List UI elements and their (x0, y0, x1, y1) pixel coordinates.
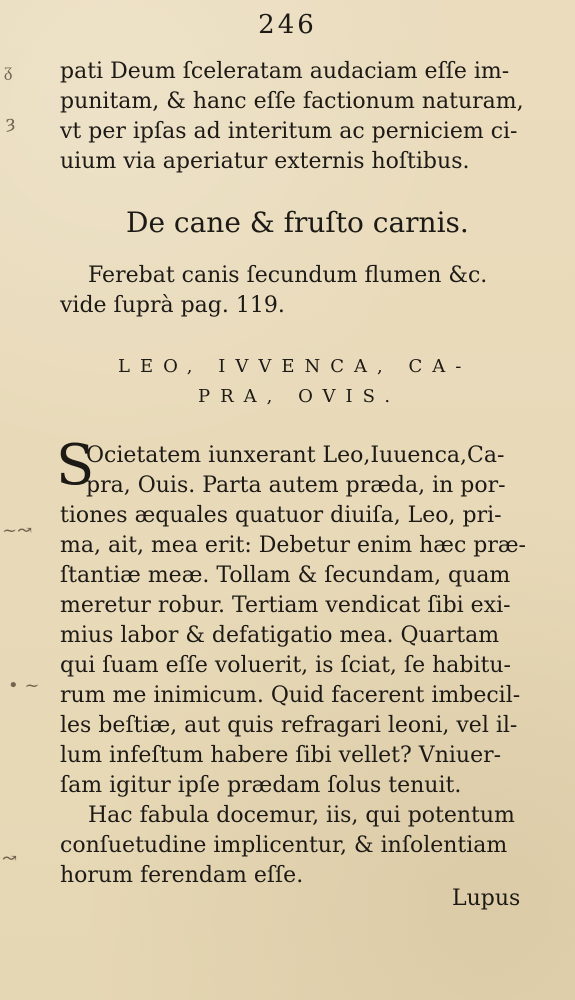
page-number: 246 (258, 10, 317, 40)
text-line: ſtantiæ meæ. Tollam & ſecundam, quam (60, 563, 511, 588)
text-line: vide ſuprà pag. 119. (60, 293, 285, 318)
text-line: pati Deum ſceleratam audaciam eſſe im- (60, 59, 510, 84)
margin-note-icon: • ~ (8, 675, 40, 696)
drop-cap: S (56, 433, 95, 498)
text-line: Hac fabula docemur, iis, qui potentum (88, 803, 515, 828)
text-line: vt per ipſas ad interitum ac perniciem ci- (60, 119, 518, 144)
text-line: Ferebat canis ſecundum flumen &c. (88, 263, 488, 288)
text-line: meretur robur. Tertiam vendicat ſibi exi- (60, 593, 511, 618)
catchword: Lupus (452, 886, 521, 911)
margin-note-icon: ↝ (2, 848, 18, 869)
section-heading-line: PRA, OVIS. (198, 386, 401, 407)
text-line: uium via aperiatur externis hoſtibus. (60, 149, 470, 174)
text-line: tiones æquales quatuor diuiſa, Leo, pri- (60, 503, 502, 528)
text-line: ſam igitur ipſe prædam ſolus tenuit. (60, 773, 462, 798)
section-title: De cane & fruſto carnis. (126, 206, 469, 239)
text-line: qui ſuam eſſe voluerit, is ſciat, ſe habitu- (60, 653, 511, 678)
text-line: horum ferendam eſſe. (60, 863, 304, 888)
margin-note-icon: ȝ (6, 112, 16, 133)
text-line: pra, Ouis. Parta autem præda, in por- (86, 473, 506, 498)
text-line: les beſtiæ, aut quis refragari leoni, vel il- (60, 713, 518, 738)
text-line: lum infeſtum habere ſibi vellet? Vniuer- (60, 743, 502, 768)
section-heading-line: LEO, IVVENCA, CA- (118, 356, 472, 377)
text-line: punitam, & hanc eſſe factionum naturam, (60, 89, 524, 114)
text-line: ma, ait, mea erit: Debetur enim hæc præ- (60, 533, 526, 558)
text-line: mius labor & defatigatio mea. Quartam (60, 623, 500, 648)
text-line: rum me inimicum. Quid facerent imbecil- (60, 683, 521, 708)
margin-note-icon: ~↝ (2, 520, 33, 541)
text-line: conſuetudine implicentur, & inſolentiam (60, 833, 508, 858)
text-line: Ocietatem iunxerant Leo,Iuuenca,Ca- (86, 443, 505, 468)
margin-note-icon: ᵹ (4, 60, 13, 81)
